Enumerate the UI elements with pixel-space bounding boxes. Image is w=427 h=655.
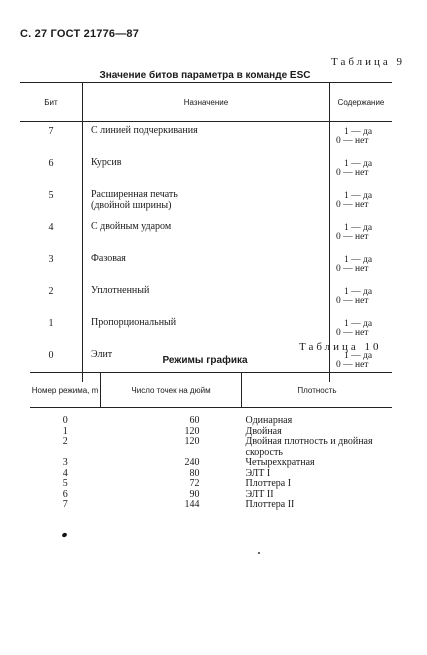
bit-cell: 2 (20, 282, 83, 314)
yes-value: 1 — да (344, 319, 373, 329)
table-row (20, 250, 392, 282)
table10-header-dpi: Число точек на дюйм (101, 373, 242, 408)
dpi-cell: 240 (184, 457, 200, 468)
yes-value: 1 — да (344, 351, 373, 361)
density-cell: Двойная плотность и двойная скорость (245, 436, 373, 458)
table-row (20, 218, 392, 250)
table-row (20, 186, 392, 218)
dpi-cell: 80 (189, 467, 200, 479)
table-row (30, 458, 392, 469)
mode-cell: 0 (62, 415, 68, 426)
table10-header-density: Плотность (242, 373, 393, 408)
content-cell (330, 122, 393, 155)
density-cell: ЭЛТ II (245, 488, 274, 500)
mode-cell: 2 (62, 436, 68, 447)
table9-title: Значение битов параметра в команде ESC (99, 70, 311, 81)
dpi-cell: 60 (189, 415, 200, 426)
table-row (30, 469, 392, 480)
table-row (30, 490, 392, 501)
density-cell: ЭЛТ I (245, 467, 271, 479)
yes-value: 1 — да (344, 127, 373, 137)
table9-header-bit: Бит (20, 83, 83, 122)
ink-speck (258, 552, 260, 554)
no-value: 0 — нет (336, 168, 369, 178)
purpose-cell: С линией подчеркивания (83, 122, 330, 155)
content-cell (330, 282, 393, 314)
yes-value: 1 — да (344, 287, 373, 297)
bit-cell: 0 (20, 346, 83, 382)
density-cell: Плоттера I (245, 478, 292, 489)
no-value: 0 — нет (336, 136, 369, 146)
dpi-cell: 144 (184, 499, 200, 510)
mode-cell: 6 (62, 488, 68, 500)
table-row (30, 408, 392, 427)
no-value: 0 — нет (336, 296, 369, 306)
table-row (30, 500, 392, 511)
purpose-line-2: (двойной ширины) (91, 200, 172, 211)
bit-cell: 7 (20, 122, 83, 155)
ink-blot (61, 532, 67, 538)
no-value: 0 — нет (336, 232, 369, 242)
purpose-line: Расширенная печать (91, 189, 178, 200)
mode-cell: 3 (62, 457, 68, 468)
no-value: 0 — нет (336, 328, 369, 338)
density-cell: Одинарная (245, 415, 293, 426)
bit-cell: 1 (20, 314, 83, 346)
purpose-cell: С двойным ударом (83, 218, 330, 250)
table9-header-content: Содержание (330, 83, 393, 122)
dpi-cell: 90 (189, 488, 200, 500)
density-cell: Двойная (245, 425, 282, 437)
table-row (20, 154, 392, 186)
yes-value: 1 — да (344, 159, 373, 169)
table-row (30, 437, 392, 458)
dpi-cell: 120 (184, 425, 200, 437)
no-value: 0 — нет (336, 360, 369, 370)
content-cell (330, 250, 393, 282)
purpose-cell: Курсив (83, 154, 330, 186)
content-cell (330, 218, 393, 250)
no-value: 0 — нет (336, 264, 369, 274)
table10-header-mode: Номер режима, m (30, 373, 101, 408)
table10-title: Режимы графика (162, 355, 248, 366)
mode-cell: 4 (62, 467, 68, 479)
bit-cell: 5 (20, 186, 83, 218)
table-row (30, 479, 392, 490)
yes-value: 1 — да (344, 223, 373, 233)
content-cell (330, 154, 393, 186)
purpose-cell: Пропорциональный (83, 314, 330, 346)
content-cell (330, 186, 393, 218)
no-value: 0 — нет (336, 200, 369, 210)
table9-header-purpose: Назначение (83, 83, 330, 122)
purpose-cell: Фазовая (83, 250, 330, 282)
page-header: С. 27 ГОСТ 21776—87 (20, 28, 140, 40)
bit-cell: 3 (20, 250, 83, 282)
purpose-cell (83, 186, 330, 218)
density-cell: Четырехкратная (245, 457, 315, 468)
table-row (20, 122, 392, 155)
yes-value: 1 — да (344, 191, 373, 201)
mode-cell: 1 (62, 425, 68, 437)
bit-cell: 6 (20, 154, 83, 186)
table10-caption: Таблица 10 (299, 341, 382, 353)
table10 (30, 372, 392, 511)
bit-cell: 4 (20, 218, 83, 250)
purpose-cell: Уплотненный (83, 282, 330, 314)
table-row (20, 282, 392, 314)
mode-cell: 7 (62, 499, 68, 510)
dpi-cell: 72 (189, 478, 200, 489)
mode-cell: 5 (62, 478, 68, 489)
purpose-cell: Элит (83, 346, 330, 382)
table9 (20, 82, 392, 382)
yes-value: 1 — да (344, 255, 373, 265)
dpi-cell: 120 (184, 436, 200, 447)
density-cell: Плоттера II (245, 499, 295, 510)
table9-caption: Таблица 9 (331, 56, 406, 68)
